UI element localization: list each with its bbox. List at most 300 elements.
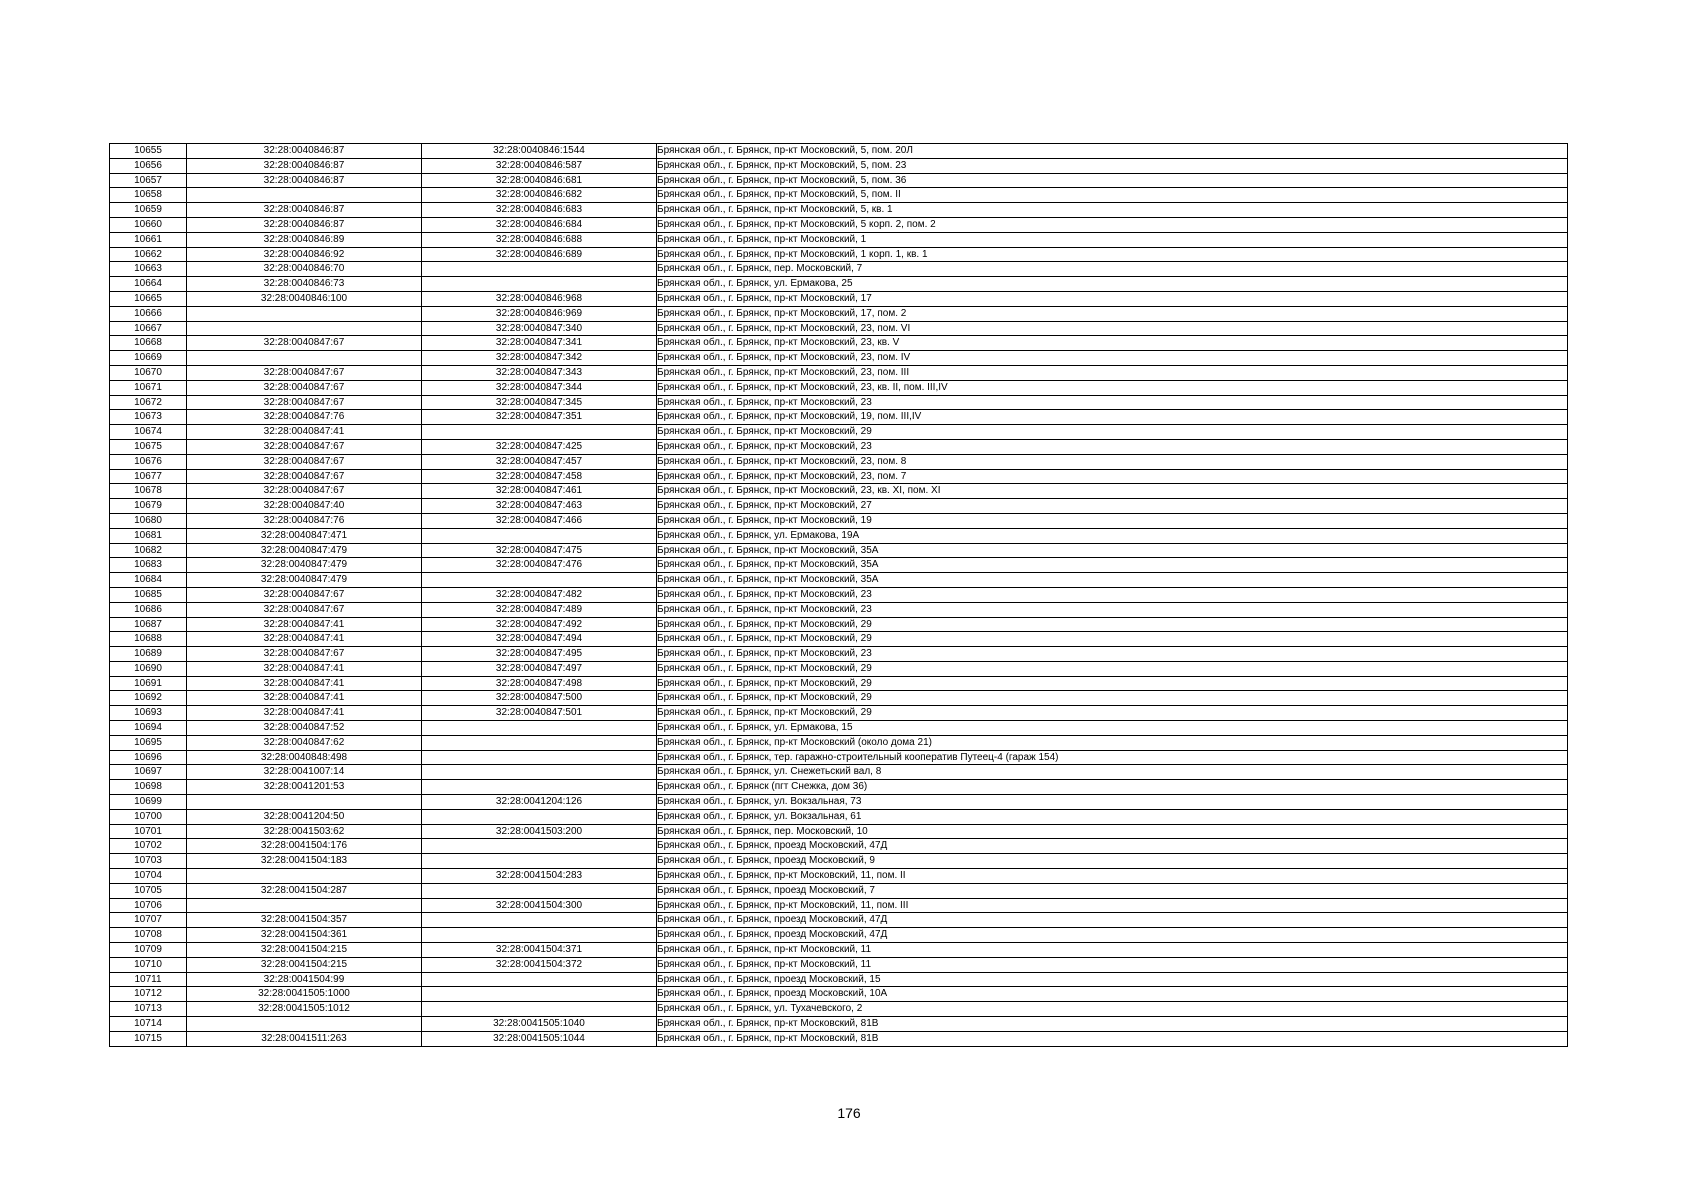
- land-cadastral-number-cell: 32:28:0040846:87: [187, 158, 422, 173]
- row-number-cell: 10701: [110, 824, 187, 839]
- object-cadastral-number-cell: 32:28:0040847:457: [422, 454, 657, 469]
- table-row: [110, 306, 1568, 321]
- land-cadastral-number-cell: 32:28:0041504:99: [187, 972, 422, 987]
- object-cadastral-number-cell: 32:28:0040847:494: [422, 632, 657, 647]
- address-cell: Брянская обл., г. Брянск, пр-кт Московский, 23: [657, 602, 1568, 617]
- registry-table: [109, 143, 1568, 1047]
- table-row: [110, 365, 1568, 380]
- address-cell: Брянская обл., г. Брянск, пр-кт Московский, 23: [657, 587, 1568, 602]
- row-number-cell: 10712: [110, 987, 187, 1002]
- object-cadastral-number-cell: [422, 809, 657, 824]
- address-cell: Брянская обл., г. Брянск, пр-кт Московский, 5, пом. 23: [657, 158, 1568, 173]
- land-cadastral-number-cell: 32:28:0040848:498: [187, 750, 422, 765]
- row-number-cell: 10698: [110, 780, 187, 795]
- table-row: [110, 144, 1568, 159]
- address-cell: Брянская обл., г. Брянск, пер. Московский, 10: [657, 824, 1568, 839]
- table-row: [110, 558, 1568, 573]
- land-cadastral-number-cell: 32:28:0040847:40: [187, 499, 422, 514]
- address-cell: Брянская обл., г. Брянск, проезд Московский, 47Д: [657, 839, 1568, 854]
- land-cadastral-number-cell: 32:28:0040847:41: [187, 425, 422, 440]
- object-cadastral-number-cell: [422, 721, 657, 736]
- row-number-cell: 10690: [110, 661, 187, 676]
- object-cadastral-number-cell: 32:28:0040846:968: [422, 291, 657, 306]
- row-number-cell: 10675: [110, 439, 187, 454]
- object-cadastral-number-cell: 32:28:0040847:340: [422, 321, 657, 336]
- row-number-cell: 10699: [110, 795, 187, 810]
- table-row: [110, 795, 1568, 810]
- table-row: [110, 824, 1568, 839]
- address-cell: Брянская обл., г. Брянск, проезд Московский, 10А: [657, 987, 1568, 1002]
- row-number-cell: 10706: [110, 898, 187, 913]
- table-row: [110, 602, 1568, 617]
- object-cadastral-number-cell: 32:28:0040846:689: [422, 247, 657, 262]
- address-cell: Брянская обл., г. Брянск, пр-кт Московский, 11: [657, 943, 1568, 958]
- table-row: [110, 484, 1568, 499]
- object-cadastral-number-cell: [422, 987, 657, 1002]
- address-cell: Брянская обл., г. Брянск, пр-кт Московский, 29: [657, 661, 1568, 676]
- address-cell: Брянская обл., г. Брянск, ул. Вокзальная, 61: [657, 809, 1568, 824]
- row-number-cell: 10674: [110, 425, 187, 440]
- row-number-cell: 10668: [110, 336, 187, 351]
- object-cadastral-number-cell: [422, 972, 657, 987]
- land-cadastral-number-cell: 32:28:0040846:87: [187, 173, 422, 188]
- land-cadastral-number-cell: 32:28:0041504:215: [187, 943, 422, 958]
- table-row: [110, 188, 1568, 203]
- object-cadastral-number-cell: [422, 750, 657, 765]
- row-number-cell: 10710: [110, 957, 187, 972]
- address-cell: Брянская обл., г. Брянск, проезд Московский, 15: [657, 972, 1568, 987]
- address-cell: Брянская обл., г. Брянск, пр-кт Московский, 23, кв. XI, пом. XI: [657, 484, 1568, 499]
- land-cadastral-number-cell: 32:28:0040846:87: [187, 203, 422, 218]
- address-cell: Брянская обл., г. Брянск, пер. Московский, 7: [657, 262, 1568, 277]
- table-row: [110, 632, 1568, 647]
- land-cadastral-number-cell: 32:28:0040847:67: [187, 454, 422, 469]
- object-cadastral-number-cell: 32:28:0040847:343: [422, 365, 657, 380]
- row-number-cell: 10691: [110, 676, 187, 691]
- land-cadastral-number-cell: 32:28:0040847:67: [187, 647, 422, 662]
- table-row: [110, 217, 1568, 232]
- object-cadastral-number-cell: 32:28:0040846:688: [422, 232, 657, 247]
- table-row: [110, 647, 1568, 662]
- table-row: [110, 469, 1568, 484]
- address-cell: Брянская обл., г. Брянск, пр-кт Московский, 23, пом. III: [657, 365, 1568, 380]
- address-cell: Брянская обл., г. Брянск, пр-кт Московский, 17, пом. 2: [657, 306, 1568, 321]
- land-cadastral-number-cell: 32:28:0040847:67: [187, 395, 422, 410]
- object-cadastral-number-cell: [422, 765, 657, 780]
- table-row: [110, 809, 1568, 824]
- object-cadastral-number-cell: [422, 573, 657, 588]
- land-cadastral-number-cell: 32:28:0041505:1012: [187, 1002, 422, 1017]
- address-cell: Брянская обл., г. Брянск, ул. Тухачевского, 2: [657, 1002, 1568, 1017]
- land-cadastral-number-cell: 32:28:0041505:1000: [187, 987, 422, 1002]
- table-row: [110, 765, 1568, 780]
- land-cadastral-number-cell: 32:28:0040847:479: [187, 573, 422, 588]
- table-row: [110, 1017, 1568, 1032]
- object-cadastral-number-cell: 32:28:0040847:500: [422, 691, 657, 706]
- address-cell: Брянская обл., г. Брянск, пр-кт Московский, 35А: [657, 543, 1568, 558]
- land-cadastral-number-cell: 32:28:0040847:76: [187, 513, 422, 528]
- row-number-cell: 10670: [110, 365, 187, 380]
- row-number-cell: 10694: [110, 721, 187, 736]
- object-cadastral-number-cell: 32:28:0040847:492: [422, 617, 657, 632]
- registry-table-body: [110, 144, 1568, 1047]
- object-cadastral-number-cell: 32:28:0041505:1044: [422, 1031, 657, 1046]
- object-cadastral-number-cell: [422, 839, 657, 854]
- object-cadastral-number-cell: 32:28:0041503:200: [422, 824, 657, 839]
- row-number-cell: 10662: [110, 247, 187, 262]
- table-row: [110, 454, 1568, 469]
- address-cell: Брянская обл., г. Брянск, проезд Московский, 9: [657, 854, 1568, 869]
- land-cadastral-number-cell: 32:28:0040847:41: [187, 691, 422, 706]
- address-cell: Брянская обл., г. Брянск, пр-кт Московский, 5, пом. 20Л: [657, 144, 1568, 159]
- table-row: [110, 883, 1568, 898]
- object-cadastral-number-cell: 32:28:0040847:458: [422, 469, 657, 484]
- object-cadastral-number-cell: [422, 913, 657, 928]
- land-cadastral-number-cell: 32:28:0040846:92: [187, 247, 422, 262]
- object-cadastral-number-cell: 32:28:0041204:126: [422, 795, 657, 810]
- object-cadastral-number-cell: 32:28:0040846:587: [422, 158, 657, 173]
- row-number-cell: 10661: [110, 232, 187, 247]
- land-cadastral-number-cell: 32:28:0041201:53: [187, 780, 422, 795]
- land-cadastral-number-cell: [187, 321, 422, 336]
- address-cell: Брянская обл., г. Брянск, пр-кт Московский, 5 корп. 2, пом. 2: [657, 217, 1568, 232]
- address-cell: Брянская обл., г. Брянск, пр-кт Московский, 23, кв. II, пом. III,IV: [657, 380, 1568, 395]
- row-number-cell: 10663: [110, 262, 187, 277]
- object-cadastral-number-cell: [422, 928, 657, 943]
- land-cadastral-number-cell: 32:28:0040846:73: [187, 277, 422, 292]
- address-cell: Брянская обл., г. Брянск, пр-кт Московский, 5, пом. 36: [657, 173, 1568, 188]
- row-number-cell: 10700: [110, 809, 187, 824]
- object-cadastral-number-cell: 32:28:0040846:969: [422, 306, 657, 321]
- land-cadastral-number-cell: 32:28:0041503:62: [187, 824, 422, 839]
- row-number-cell: 10673: [110, 410, 187, 425]
- object-cadastral-number-cell: 32:28:0040847:498: [422, 676, 657, 691]
- land-cadastral-number-cell: 32:28:0040847:41: [187, 617, 422, 632]
- table-row: [110, 380, 1568, 395]
- land-cadastral-number-cell: [187, 188, 422, 203]
- address-cell: Брянская обл., г. Брянск (пгт Снежка, дом 36): [657, 780, 1568, 795]
- row-number-cell: 10679: [110, 499, 187, 514]
- object-cadastral-number-cell: 32:28:0040846:682: [422, 188, 657, 203]
- land-cadastral-number-cell: [187, 795, 422, 810]
- object-cadastral-number-cell: 32:28:0041504:372: [422, 957, 657, 972]
- row-number-cell: 10704: [110, 869, 187, 884]
- table-row: [110, 1031, 1568, 1046]
- row-number-cell: 10713: [110, 1002, 187, 1017]
- land-cadastral-number-cell: 32:28:0040847:41: [187, 676, 422, 691]
- land-cadastral-number-cell: 32:28:0040847:62: [187, 735, 422, 750]
- table-row: [110, 943, 1568, 958]
- row-number-cell: 10678: [110, 484, 187, 499]
- row-number-cell: 10657: [110, 173, 187, 188]
- address-cell: Брянская обл., г. Брянск, пр-кт Московский (около дома 21): [657, 735, 1568, 750]
- object-cadastral-number-cell: [422, 262, 657, 277]
- address-cell: Брянская обл., г. Брянск, пр-кт Московский, 5, пом. II: [657, 188, 1568, 203]
- address-cell: Брянская обл., г. Брянск, пр-кт Московский, 23: [657, 439, 1568, 454]
- table-row: [110, 277, 1568, 292]
- address-cell: Брянская обл., г. Брянск, пр-кт Московский, 19, пом. III,IV: [657, 410, 1568, 425]
- object-cadastral-number-cell: 32:28:0041504:283: [422, 869, 657, 884]
- table-row: [110, 513, 1568, 528]
- table-row: [110, 676, 1568, 691]
- table-row: [110, 780, 1568, 795]
- table-row: [110, 262, 1568, 277]
- table-row: [110, 750, 1568, 765]
- address-cell: Брянская обл., г. Брянск, пр-кт Московский, 81В: [657, 1017, 1568, 1032]
- address-cell: Брянская обл., г. Брянск, пр-кт Московский, 29: [657, 691, 1568, 706]
- object-cadastral-number-cell: 32:28:0040846:1544: [422, 144, 657, 159]
- object-cadastral-number-cell: [422, 854, 657, 869]
- row-number-cell: 10684: [110, 573, 187, 588]
- land-cadastral-number-cell: 32:28:0041511:263: [187, 1031, 422, 1046]
- row-number-cell: 10664: [110, 277, 187, 292]
- land-cadastral-number-cell: 32:28:0040847:67: [187, 365, 422, 380]
- land-cadastral-number-cell: 32:28:0040847:471: [187, 528, 422, 543]
- land-cadastral-number-cell: 32:28:0041504:183: [187, 854, 422, 869]
- land-cadastral-number-cell: 32:28:0040847:41: [187, 632, 422, 647]
- table-row: [110, 587, 1568, 602]
- address-cell: Брянская обл., г. Брянск, проезд Московский, 47Д: [657, 913, 1568, 928]
- object-cadastral-number-cell: 32:28:0040847:497: [422, 661, 657, 676]
- row-number-cell: 10687: [110, 617, 187, 632]
- land-cadastral-number-cell: [187, 869, 422, 884]
- object-cadastral-number-cell: 32:28:0040847:344: [422, 380, 657, 395]
- table-row: [110, 291, 1568, 306]
- table-row: [110, 987, 1568, 1002]
- row-number-cell: 10697: [110, 765, 187, 780]
- land-cadastral-number-cell: 32:28:0040847:76: [187, 410, 422, 425]
- table-row: [110, 735, 1568, 750]
- row-number-cell: 10686: [110, 602, 187, 617]
- table-row: [110, 439, 1568, 454]
- address-cell: Брянская обл., г. Брянск, ул. Снежетьский вал, 8: [657, 765, 1568, 780]
- table-row: [110, 839, 1568, 854]
- row-number-cell: 10671: [110, 380, 187, 395]
- land-cadastral-number-cell: 32:28:0041504:215: [187, 957, 422, 972]
- object-cadastral-number-cell: 32:28:0040847:501: [422, 706, 657, 721]
- land-cadastral-number-cell: 32:28:0041504:176: [187, 839, 422, 854]
- address-cell: Брянская обл., г. Брянск, пр-кт Московский, 35А: [657, 573, 1568, 588]
- row-number-cell: 10658: [110, 188, 187, 203]
- table-row: [110, 410, 1568, 425]
- table-row: [110, 395, 1568, 410]
- object-cadastral-number-cell: [422, 1002, 657, 1017]
- land-cadastral-number-cell: 32:28:0040847:67: [187, 587, 422, 602]
- land-cadastral-number-cell: 32:28:0040847:41: [187, 661, 422, 676]
- object-cadastral-number-cell: 32:28:0040847:341: [422, 336, 657, 351]
- table-row: [110, 898, 1568, 913]
- address-cell: Брянская обл., г. Брянск, пр-кт Московский, 17: [657, 291, 1568, 306]
- row-number-cell: 10659: [110, 203, 187, 218]
- land-cadastral-number-cell: 32:28:0041504:287: [187, 883, 422, 898]
- land-cadastral-number-cell: [187, 898, 422, 913]
- address-cell: Брянская обл., г. Брянск, пр-кт Московский, 11, пом. III: [657, 898, 1568, 913]
- table-row: [110, 721, 1568, 736]
- row-number-cell: 10672: [110, 395, 187, 410]
- row-number-cell: 10683: [110, 558, 187, 573]
- address-cell: Брянская обл., г. Брянск, пр-кт Московский, 19: [657, 513, 1568, 528]
- object-cadastral-number-cell: 32:28:0040847:495: [422, 647, 657, 662]
- row-number-cell: 10689: [110, 647, 187, 662]
- land-cadastral-number-cell: 32:28:0040846:70: [187, 262, 422, 277]
- object-cadastral-number-cell: 32:28:0040847:475: [422, 543, 657, 558]
- row-number-cell: 10655: [110, 144, 187, 159]
- table-row: [110, 854, 1568, 869]
- address-cell: Брянская обл., г. Брянск, пр-кт Московский, 29: [657, 676, 1568, 691]
- row-number-cell: 10660: [110, 217, 187, 232]
- object-cadastral-number-cell: 32:28:0040847:461: [422, 484, 657, 499]
- row-number-cell: 10669: [110, 351, 187, 366]
- object-cadastral-number-cell: 32:28:0040847:482: [422, 587, 657, 602]
- object-cadastral-number-cell: [422, 425, 657, 440]
- row-number-cell: 10681: [110, 528, 187, 543]
- land-cadastral-number-cell: 32:28:0040847:67: [187, 380, 422, 395]
- land-cadastral-number-cell: 32:28:0040847:67: [187, 439, 422, 454]
- land-cadastral-number-cell: 32:28:0040847:479: [187, 543, 422, 558]
- object-cadastral-number-cell: 32:28:0040846:681: [422, 173, 657, 188]
- address-cell: Брянская обл., г. Брянск, ул. Ермакова, 15: [657, 721, 1568, 736]
- object-cadastral-number-cell: 32:28:0041504:371: [422, 943, 657, 958]
- address-cell: Брянская обл., г. Брянск, проезд Московский, 47Д: [657, 928, 1568, 943]
- table-row: [110, 321, 1568, 336]
- land-cadastral-number-cell: 32:28:0040846:100: [187, 291, 422, 306]
- object-cadastral-number-cell: 32:28:0041505:1040: [422, 1017, 657, 1032]
- object-cadastral-number-cell: 32:28:0040847:351: [422, 410, 657, 425]
- row-number-cell: 10656: [110, 158, 187, 173]
- object-cadastral-number-cell: 32:28:0040847:463: [422, 499, 657, 514]
- address-cell: Брянская обл., г. Брянск, пр-кт Московский, 23, пом. 7: [657, 469, 1568, 484]
- address-cell: Брянская обл., г. Брянск, тер. гаражно-строительный кооператив Путеец-4 (гараж 154): [657, 750, 1568, 765]
- table-row: [110, 247, 1568, 262]
- row-number-cell: 10708: [110, 928, 187, 943]
- table-row: [110, 203, 1568, 218]
- land-cadastral-number-cell: 32:28:0040847:67: [187, 336, 422, 351]
- address-cell: Брянская обл., г. Брянск, пр-кт Московский, 35А: [657, 558, 1568, 573]
- table-row: [110, 336, 1568, 351]
- address-cell: Брянская обл., г. Брянск, ул. Ермакова, 25: [657, 277, 1568, 292]
- table-row: [110, 573, 1568, 588]
- object-cadastral-number-cell: 32:28:0040847:342: [422, 351, 657, 366]
- table-row: [110, 869, 1568, 884]
- land-cadastral-number-cell: 32:28:0040847:479: [187, 558, 422, 573]
- address-cell: Брянская обл., г. Брянск, пр-кт Московский, 23, пом. 8: [657, 454, 1568, 469]
- address-cell: Брянская обл., г. Брянск, пр-кт Московский, 29: [657, 632, 1568, 647]
- address-cell: Брянская обл., г. Брянск, пр-кт Московский, 1 корп. 1, кв. 1: [657, 247, 1568, 262]
- table-row: [110, 661, 1568, 676]
- object-cadastral-number-cell: [422, 780, 657, 795]
- land-cadastral-number-cell: 32:28:0040847:41: [187, 706, 422, 721]
- address-cell: Брянская обл., г. Брянск, пр-кт Московский, 23: [657, 647, 1568, 662]
- object-cadastral-number-cell: 32:28:0040847:425: [422, 439, 657, 454]
- address-cell: Брянская обл., г. Брянск, пр-кт Московский, 29: [657, 425, 1568, 440]
- land-cadastral-number-cell: 32:28:0041504:361: [187, 928, 422, 943]
- land-cadastral-number-cell: [187, 351, 422, 366]
- table-row: [110, 425, 1568, 440]
- object-cadastral-number-cell: [422, 277, 657, 292]
- address-cell: Брянская обл., г. Брянск, пр-кт Московский, 23, пом. IV: [657, 351, 1568, 366]
- land-cadastral-number-cell: 32:28:0040847:67: [187, 602, 422, 617]
- address-cell: Брянская обл., г. Брянск, пр-кт Московский, 11, пом. II: [657, 869, 1568, 884]
- row-number-cell: 10715: [110, 1031, 187, 1046]
- table-row: [110, 173, 1568, 188]
- row-number-cell: 10696: [110, 750, 187, 765]
- address-cell: Брянская обл., г. Брянск, ул. Ермакова, 19А: [657, 528, 1568, 543]
- table-row: [110, 543, 1568, 558]
- object-cadastral-number-cell: 32:28:0040847:466: [422, 513, 657, 528]
- row-number-cell: 10676: [110, 454, 187, 469]
- table-row: [110, 158, 1568, 173]
- row-number-cell: 10666: [110, 306, 187, 321]
- row-number-cell: 10665: [110, 291, 187, 306]
- row-number-cell: 10711: [110, 972, 187, 987]
- object-cadastral-number-cell: 32:28:0040846:684: [422, 217, 657, 232]
- land-cadastral-number-cell: 32:28:0040846:89: [187, 232, 422, 247]
- land-cadastral-number-cell: 32:28:0041007:14: [187, 765, 422, 780]
- row-number-cell: 10705: [110, 883, 187, 898]
- row-number-cell: 10685: [110, 587, 187, 602]
- land-cadastral-number-cell: 32:28:0040847:52: [187, 721, 422, 736]
- land-cadastral-number-cell: [187, 1017, 422, 1032]
- row-number-cell: 10695: [110, 735, 187, 750]
- address-cell: Брянская обл., г. Брянск, пр-кт Московский, 27: [657, 499, 1568, 514]
- row-number-cell: 10688: [110, 632, 187, 647]
- table-row: [110, 528, 1568, 543]
- row-number-cell: 10714: [110, 1017, 187, 1032]
- object-cadastral-number-cell: [422, 735, 657, 750]
- table-row: [110, 499, 1568, 514]
- address-cell: Брянская обл., г. Брянск, пр-кт Московский, 1: [657, 232, 1568, 247]
- land-cadastral-number-cell: 32:28:0040847:67: [187, 469, 422, 484]
- address-cell: Брянская обл., г. Брянск, пр-кт Московский, 81В: [657, 1031, 1568, 1046]
- row-number-cell: 10682: [110, 543, 187, 558]
- land-cadastral-number-cell: 32:28:0040847:67: [187, 484, 422, 499]
- row-number-cell: 10702: [110, 839, 187, 854]
- table-row: [110, 957, 1568, 972]
- address-cell: Брянская обл., г. Брянск, пр-кт Московский, 23: [657, 395, 1568, 410]
- object-cadastral-number-cell: [422, 883, 657, 898]
- table-row: [110, 972, 1568, 987]
- land-cadastral-number-cell: 32:28:0041504:357: [187, 913, 422, 928]
- page-number: 176: [837, 1105, 861, 1121]
- table-row: [110, 691, 1568, 706]
- land-cadastral-number-cell: [187, 306, 422, 321]
- object-cadastral-number-cell: [422, 528, 657, 543]
- address-cell: Брянская обл., г. Брянск, пр-кт Московский, 29: [657, 617, 1568, 632]
- row-number-cell: 10677: [110, 469, 187, 484]
- address-cell: Брянская обл., г. Брянск, пр-кт Московский, 29: [657, 706, 1568, 721]
- land-cadastral-number-cell: 32:28:0040846:87: [187, 217, 422, 232]
- row-number-cell: 10680: [110, 513, 187, 528]
- table-row: [110, 928, 1568, 943]
- address-cell: Брянская обл., г. Брянск, проезд Московский, 7: [657, 883, 1568, 898]
- object-cadastral-number-cell: 32:28:0041504:300: [422, 898, 657, 913]
- row-number-cell: 10707: [110, 913, 187, 928]
- address-cell: Брянская обл., г. Брянск, ул. Вокзальная, 73: [657, 795, 1568, 810]
- row-number-cell: 10693: [110, 706, 187, 721]
- row-number-cell: 10692: [110, 691, 187, 706]
- object-cadastral-number-cell: 32:28:0040846:683: [422, 203, 657, 218]
- address-cell: Брянская обл., г. Брянск, пр-кт Московский, 23, пом. VI: [657, 321, 1568, 336]
- table-row: [110, 617, 1568, 632]
- address-cell: Брянская обл., г. Брянск, пр-кт Московский, 5, кв. 1: [657, 203, 1568, 218]
- row-number-cell: 10667: [110, 321, 187, 336]
- address-cell: Брянская обл., г. Брянск, пр-кт Московский, 23, кв. V: [657, 336, 1568, 351]
- row-number-cell: 10709: [110, 943, 187, 958]
- address-cell: Брянская обл., г. Брянск, пр-кт Московский, 11: [657, 957, 1568, 972]
- row-number-cell: 10703: [110, 854, 187, 869]
- table-row: [110, 913, 1568, 928]
- land-cadastral-number-cell: 32:28:0040846:87: [187, 144, 422, 159]
